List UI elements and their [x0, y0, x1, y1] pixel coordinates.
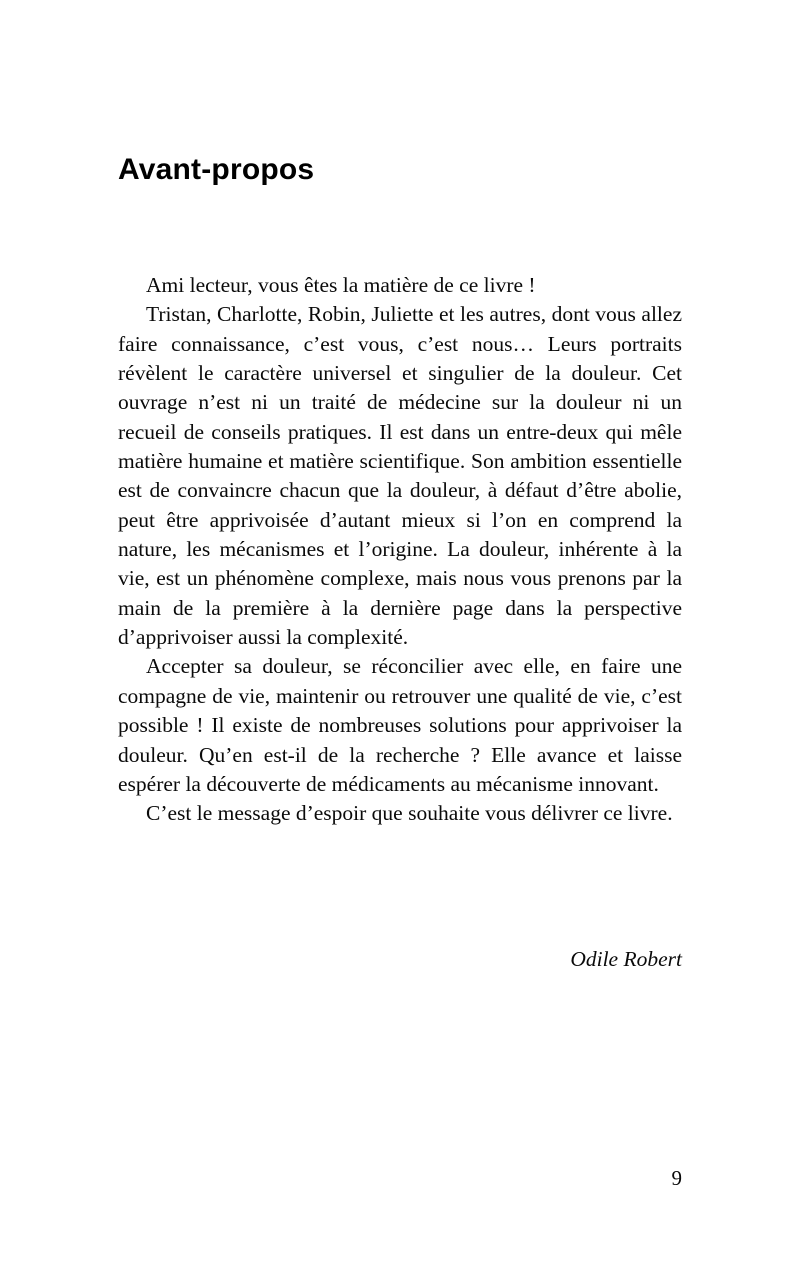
page-number: 9 [671, 1166, 682, 1190]
paragraph: Accepter sa douleur, se réconcilier avec elle, en faire une compagne de vie, maintenir ou retrouver une qualité de vie, c’est possible ! Il existe de nombreuses solutions pour apprivoiser la douleur. Qu’en est-il de la recherche ? Elle avance et laisse espérer la découverte de médicaments au mécanisme innovant. [118, 654, 682, 796]
body-text-block [118, 271, 682, 829]
page-title: Avant-propos [118, 153, 315, 187]
author-signature: Odile Robert [570, 947, 682, 971]
paragraph: Tristan, Charlotte, Robin, Juliette et les autres, dont vous allez faire connaissance, c’est vous, c’est nous… Leurs portraits révèlent le caractère universel et singulier de la douleur. Cet ouvrage n’est ni un traité de médecine sur la douleur ni un recueil de conseils pratiques. Il est dans un entre-deux qui mêle matière humaine et matière scientifique. Son ambition essentielle est de convaincre chacun que la douleur, à défaut d’être abolie, peut être apprivoisée d’autant mieux si l’on en comprend la nature, les mécanismes et l’origine. La douleur, inhérente à la vie, est un phénomène complexe, mais nous vous prenons par la main de la première à la dernière page dans la perspective d’apprivoiser aussi la complexité. [118, 302, 682, 650]
paragraph: C’est le message d’espoir que souhaite vous délivrer ce livre. [146, 801, 673, 826]
paragraph: Ami lecteur, vous êtes la matière de ce livre ! [146, 273, 536, 297]
